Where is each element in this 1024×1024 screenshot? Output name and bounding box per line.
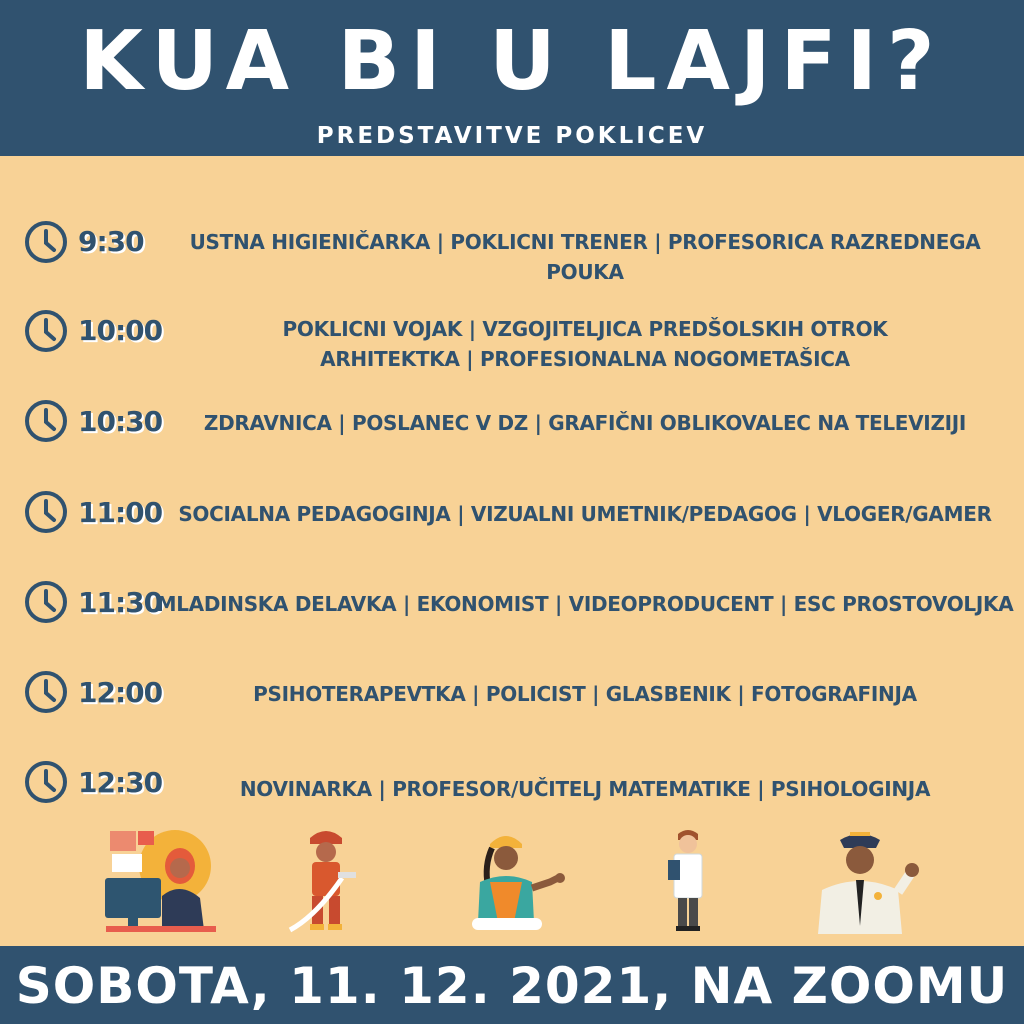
time-label: 9:30 [78, 225, 144, 258]
clock-icon [24, 399, 68, 443]
time-label: 12:00 [78, 676, 163, 709]
schedule-row [0, 399, 1024, 469]
schedule-row [0, 670, 1024, 740]
clock-icon [24, 670, 68, 714]
jobs-line: SOCIALNA PEDAGOGINJA | VIZUALNI UMETNIK/PEDAGOG | VLOGER/GAMER [178, 502, 992, 526]
time-label: 10:00 [78, 314, 163, 347]
page-title: KUA BI U LAJFI? [79, 14, 945, 109]
construction-worker-illustration [462, 826, 572, 936]
schedule-row [0, 309, 1024, 379]
jobs-line: MLADINSKA DELAVKA | EKONOMIST | VIDEOPRODUCENT | ESC PROSTOVOLJKA [156, 592, 1014, 616]
header-banner [0, 0, 1024, 156]
jobs-line: POKLICNI VOJAK | VZGOJITELJICA PREDŠOLSKIH OTROK [282, 317, 888, 341]
jobs-list [160, 227, 1010, 287]
jobs-list [160, 679, 1010, 709]
time-label: 11:00 [78, 496, 163, 529]
jobs-line: POUKA [546, 260, 624, 284]
jobs-list [150, 589, 1020, 619]
jobs-line: ARHITEKTKA | PROFESIONALNA NOGOMETAŠICA [320, 347, 850, 371]
time-label: 11:30 [78, 586, 163, 619]
jobs-list [160, 774, 1010, 804]
jobs-list [160, 499, 1010, 529]
schedule-row [0, 490, 1024, 560]
time-label: 12:30 [78, 766, 163, 799]
firefighter-illustration [286, 826, 366, 936]
event-date: SOBOTA, 11. 12. 2021, NA ZOOMU [15, 957, 1009, 1015]
office-worker-illustration [100, 826, 220, 936]
clock-icon [24, 220, 68, 264]
clock-icon [24, 490, 68, 534]
jobs-list [160, 408, 1010, 438]
police-officer-illustration [812, 826, 924, 938]
jobs-line: ZDRAVNICA | POSLANEC V DZ | GRAFIČNI OBLIKOVALEC NA TELEVIZIJI [203, 411, 967, 435]
clock-icon [24, 760, 68, 804]
jobs-line: PSIHOTERAPEVTKA | POLICIST | GLASBENIK | FOTOGRAFINJA [253, 682, 917, 706]
jobs-line: USTNA HIGIENIČARKA | POKLICNI TRENER | PROFESORICA RAZREDNEGA [189, 230, 981, 254]
schedule-row [0, 580, 1024, 650]
schedule-row [0, 220, 1024, 290]
schedule-row [0, 760, 1024, 830]
doctor-illustration [660, 826, 716, 936]
time-label: 10:30 [78, 405, 163, 438]
jobs-list [160, 314, 1010, 374]
page-subtitle: PREDSTAVITVE POKLICEV [316, 123, 708, 149]
footer-banner [0, 946, 1024, 1024]
clock-icon [24, 309, 68, 353]
clock-icon [24, 580, 68, 624]
jobs-line: NOVINARKA | PROFESOR/UČITELJ MATEMATIKE | PSIHOLOGINJA [239, 777, 931, 801]
